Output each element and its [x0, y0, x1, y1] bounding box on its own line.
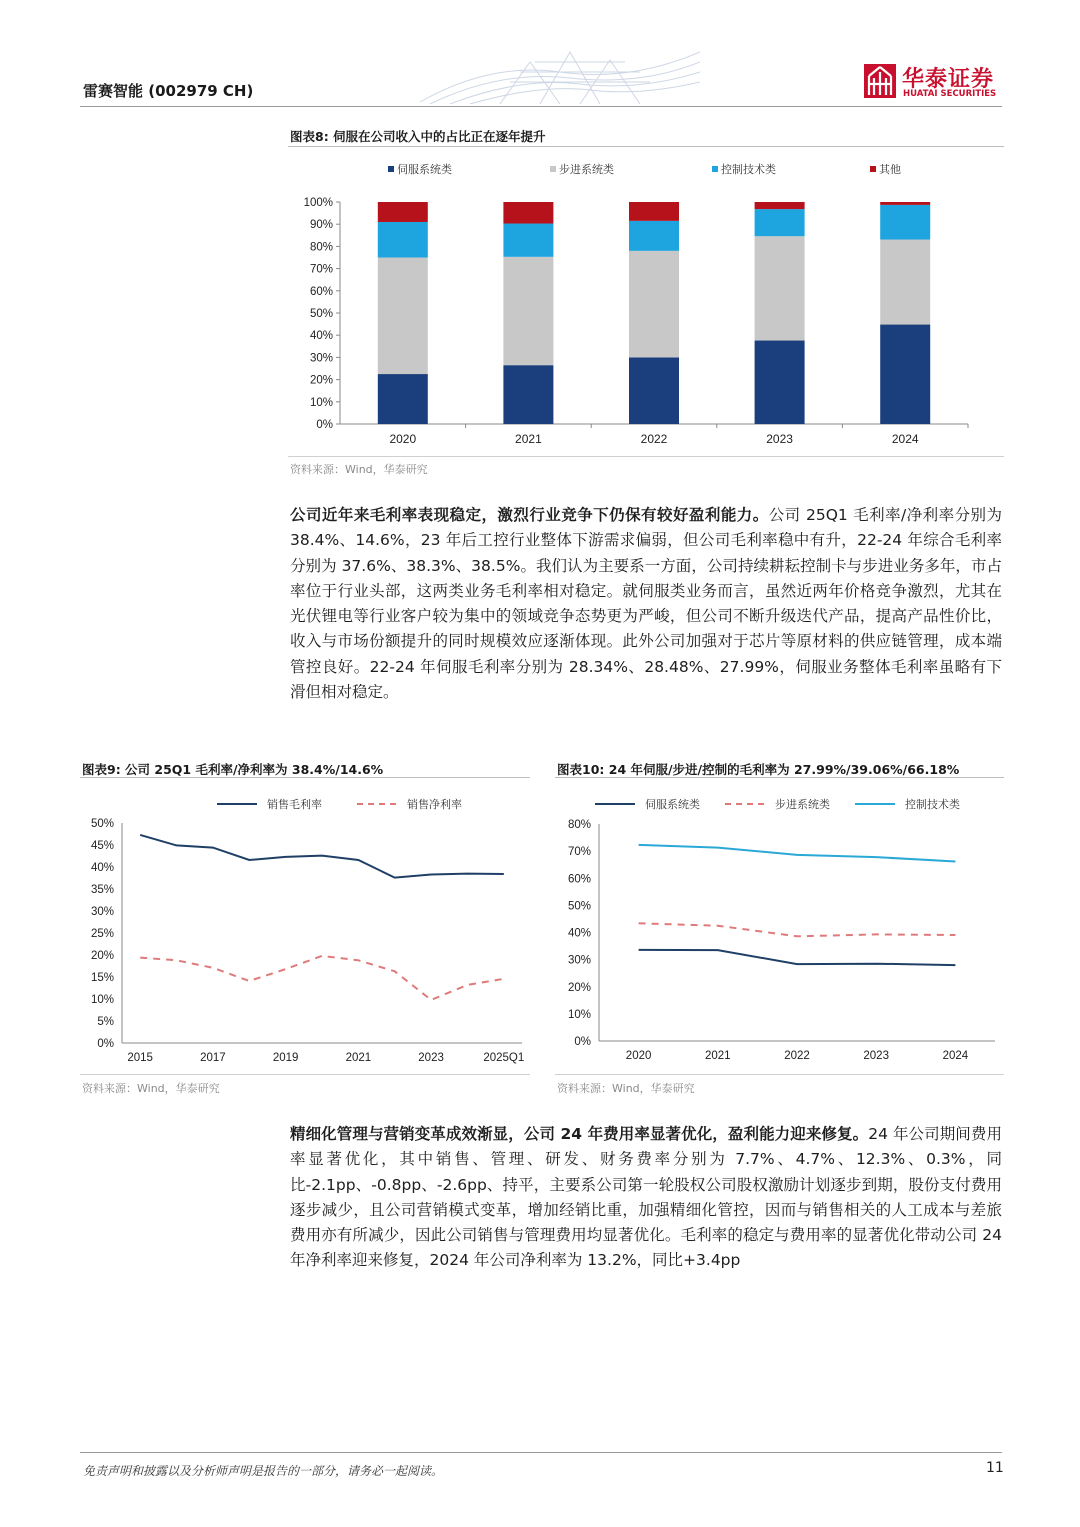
figure9-title: 图表9: 公司 25Q1 毛利率/净利率为 38.4%/14.6% — [82, 762, 384, 777]
y-tick-label: 10% — [567, 1008, 591, 1021]
legend-label-2: 控制技术类 — [905, 799, 960, 811]
huatai-logo — [864, 62, 1004, 102]
y-tick-label: 20% — [309, 374, 333, 387]
page-number: 11 — [986, 1460, 1004, 1476]
legend-label-3: 其他 — [879, 164, 901, 176]
bar-2021-0 — [503, 365, 553, 424]
x-tick-label: 2022 — [784, 1050, 810, 1062]
figure9-bottom-rule — [80, 1074, 530, 1075]
y-tick-label: 70% — [567, 846, 591, 859]
y-tick-label: 90% — [309, 219, 333, 232]
figure9-title-rule — [80, 777, 530, 778]
series-line-0 — [140, 835, 504, 878]
legend-label-1: 步进系统类 — [559, 164, 614, 176]
y-tick-label: 35% — [90, 884, 114, 896]
y-tick-label: 80% — [309, 241, 333, 254]
bar-2021-3 — [503, 202, 553, 224]
bar-2022-0 — [629, 357, 679, 424]
report-header-title: 雷赛智能 (002979 CH) — [83, 82, 254, 100]
figure8-bottom-rule — [288, 456, 1004, 457]
x-tick-label: 2019 — [272, 1052, 299, 1064]
x-tick-label: 2023 — [418, 1052, 444, 1064]
y-tick-label: 30% — [309, 352, 333, 365]
x-tick-label: 2021 — [515, 432, 542, 446]
bar-2024-2 — [880, 205, 930, 240]
y-tick-label: 40% — [309, 330, 333, 343]
bar-2020-0 — [378, 374, 428, 424]
y-tick-label: 60% — [309, 285, 333, 298]
bar-2024-3 — [880, 202, 930, 205]
bar-2023-0 — [755, 341, 805, 424]
figure10-title: 图表10: 24 年伺服/步进/控制的毛利率为 27.99%/39.06%/66.18% — [557, 762, 960, 777]
bar-2021-1 — [503, 257, 553, 365]
y-tick-label: 20% — [90, 950, 114, 962]
bar-2020-3 — [378, 202, 428, 222]
y-tick-label: 45% — [90, 840, 114, 852]
header-rule — [80, 106, 1002, 107]
paragraph-gross-margin-lead: 公司近年来毛利率表现稳定，激烈行业竞争下仍保有较好盈利能力。 — [290, 506, 769, 524]
paragraph-expense-ratio-body: 24 年公司期间费用率显著优化，其中销售、管理、研发、财务费率分别为 7.7%、4.7%、12.3%、0.3%，同比-2.1pp、-0.8pp、-2.6pp、持平，主要系公司第一轮股权公司股权激励计划逐步到期，股份支付费用逐步减少，且公司营销模式变革，增加经销比重，加强精细化管控，因而与销售相关的人工成本与差旅费用亦有所减少，因此公司销售与管理费用均显著优化。毛利率的稳定与费用率的显著优化带动公司 24 年净利率迎来修复，2024 年公司净利率为 13.2%，同比+3.4pp — [290, 1125, 1002, 1270]
figure9-line-chart — [80, 782, 530, 1074]
legend-label-0: 伺服系统类 — [645, 799, 700, 811]
bar-2021-2 — [503, 224, 553, 257]
y-tick-label: 25% — [90, 928, 114, 940]
y-tick-label: 10% — [90, 994, 114, 1006]
legend-swatch-1 — [550, 166, 556, 172]
bar-2020-2 — [378, 222, 428, 258]
figure9-source: 资料来源：Wind，华泰研究 — [82, 1082, 220, 1095]
y-tick-label: 40% — [567, 927, 591, 940]
figure10-line-chart — [555, 782, 1004, 1074]
x-tick-label: 2021 — [705, 1050, 731, 1062]
x-tick-label: 2020 — [625, 1050, 652, 1062]
bar-2022-3 — [629, 202, 679, 221]
x-tick-label: 2023 — [863, 1050, 889, 1062]
figure8-title: 图表8: 伺服在公司收入中的占比正在逐年提升 — [290, 129, 546, 144]
header-decoration-graphic — [410, 42, 700, 104]
y-tick-label: 80% — [567, 819, 591, 831]
legend-swatch-0 — [388, 166, 394, 172]
legend-label-0: 销售毛利率 — [267, 799, 322, 811]
bar-2023-3 — [755, 202, 805, 209]
y-tick-label: 40% — [90, 862, 114, 874]
legend-swatch-3 — [870, 166, 876, 172]
figure8-title-rule — [288, 146, 1004, 147]
y-tick-label: 30% — [90, 906, 114, 918]
x-tick-label: 2017 — [200, 1052, 226, 1064]
y-tick-label: 10% — [309, 396, 333, 409]
figure8-source: 资料来源：Wind，华泰研究 — [290, 463, 428, 476]
bar-2022-1 — [629, 251, 679, 358]
y-tick-label: 50% — [90, 818, 114, 830]
y-tick-label: 50% — [567, 900, 591, 913]
y-tick-label: 5% — [97, 1016, 114, 1028]
y-tick-label: 15% — [90, 972, 114, 984]
bar-2024-1 — [880, 240, 930, 325]
series-line-2 — [639, 845, 956, 862]
y-tick-label: 100% — [303, 197, 333, 209]
footer-rule — [80, 1452, 1002, 1453]
paragraph-gross-margin — [290, 503, 1002, 705]
y-tick-label: 60% — [567, 873, 591, 886]
bar-2023-2 — [755, 209, 805, 236]
bar-2024-0 — [880, 325, 930, 424]
logo-chinese-name: 华泰证券 — [902, 67, 995, 92]
logo-english-name: HUATAI SECURITIES — [903, 89, 997, 99]
footer-disclaimer: 免责声明和披露以及分析师声明是报告的一部分，请务必一起阅读。 — [83, 1464, 444, 1478]
x-tick-label: 2015 — [127, 1052, 153, 1064]
series-line-0 — [639, 950, 956, 965]
huatai-logo-icon — [864, 64, 896, 98]
legend-swatch-2 — [712, 166, 718, 172]
x-tick-label: 2025Q1 — [483, 1052, 525, 1064]
legend-label-2: 控制技术类 — [721, 164, 776, 176]
x-tick-label: 2022 — [640, 432, 668, 446]
y-tick-label: 50% — [309, 308, 333, 320]
x-tick-label: 2024 — [942, 1050, 969, 1062]
y-tick-label: 30% — [567, 954, 591, 967]
x-tick-label: 2021 — [345, 1052, 372, 1064]
bar-2020-1 — [378, 258, 428, 375]
y-tick-label: 0% — [574, 1036, 591, 1048]
series-line-1 — [140, 956, 504, 1000]
paragraph-expense-ratio — [290, 1122, 1002, 1274]
x-tick-label: 2024 — [891, 432, 919, 446]
y-tick-label: 70% — [309, 263, 333, 276]
figure10-source: 资料来源：Wind，华泰研究 — [557, 1082, 695, 1095]
legend-label-0: 伺服系统类 — [397, 164, 452, 176]
figure10-title-rule — [555, 777, 1004, 778]
legend-label-1: 销售净利率 — [407, 799, 462, 811]
series-line-1 — [639, 923, 956, 936]
bar-2022-2 — [629, 221, 679, 251]
legend-label-1: 步进系统类 — [775, 799, 830, 811]
figure10-bottom-rule — [555, 1074, 1004, 1075]
y-tick-label: 0% — [316, 419, 333, 431]
figure8-stacked-bar-chart — [288, 152, 1004, 454]
y-tick-label: 20% — [567, 981, 591, 994]
paragraph-gross-margin-body: 公司 25Q1 毛利率/净利率分别为 38.4%、14.6%，23 年后工控行业整体下游需求偏弱，但公司毛利率稳中有升，22-24 年综合毛利率分别为 37.6%、38.3%、38.5%。我们认为主要系一方面，公司持续耕耘控制卡与步进业务多年，市占率位于行业头部，这两类业务毛利率相对稳定。就伺服类业务而言，虽然近两年价格竞争激烈，尤其在光伏锂电等行业客户较为集中的领域竞争态势更为严峻，但公司不断升级迭代产品，提高产品性价比，收入与市场份额提升的同时规模效应逐渐体现。此外公司加强对于芯片等原材料的供应链管理，成本端管控良好。22-24 年伺服毛利率分别为 28.34%、28.48%、27.99%，伺服业务整体毛利率虽略有下滑但相对稳定。 — [290, 506, 1002, 702]
bar-2023-1 — [755, 236, 805, 340]
paragraph-expense-ratio-lead: 精细化管理与营销变革成效渐显，公司 24 年费用率显著优化，盈利能力迎来修复。 — [290, 1125, 869, 1143]
y-tick-label: 0% — [97, 1038, 114, 1050]
x-tick-label: 2023 — [766, 432, 793, 446]
x-tick-label: 2020 — [389, 432, 417, 446]
